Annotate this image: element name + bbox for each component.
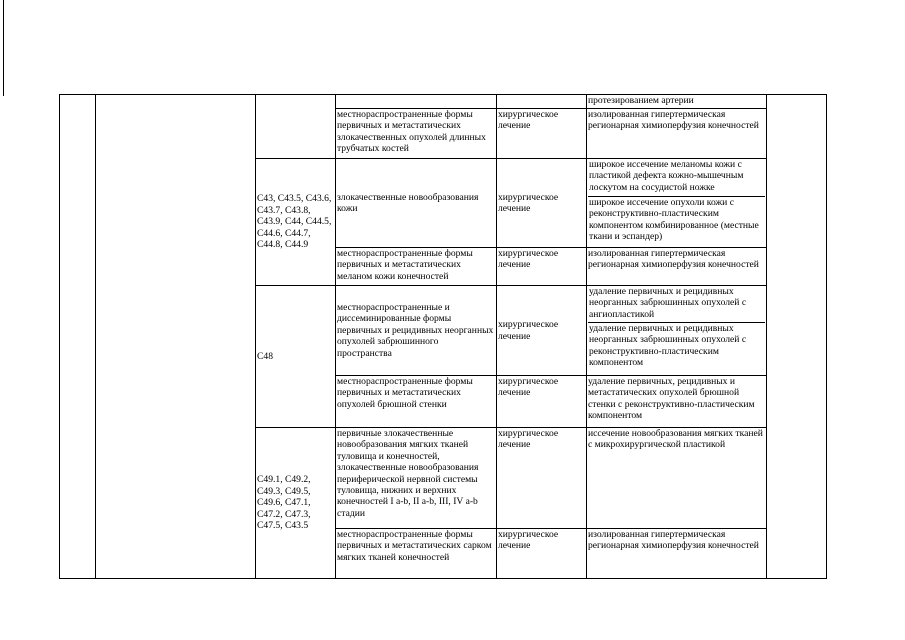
model-cell: местнораспространенные формы первичных и метастатических опухолей брюшной стенки <box>336 376 497 428</box>
method-option: широкое иссечение меланомы кожи с пластикой дефекта кожно-мышечным лоскутом на сосудистой ножке <box>588 159 765 197</box>
method-cell: иссечение новообразования мягких тканей с микрохирургической пластикой <box>587 428 767 529</box>
treatment-cell: хирургическое лечение <box>497 109 587 159</box>
scan-edge-line <box>3 0 4 96</box>
model-cell: местнораспространенные и диссеминированные формы первичных и рецидивных неорганных опухолей забрюшинного пространства <box>336 286 497 376</box>
method-cell <box>587 286 767 376</box>
codes-cell: C49.1, C49.2, C49.3, C49.5, C49.6, C47.1, C47.2, C47.3, C47.5, C43.5 <box>256 428 336 579</box>
method-cell: изолированная гипертермическая регионарная химиоперфузия конечностей <box>587 529 767 579</box>
model-cell: местнораспространенные формы первичных и метастатических злокачественных опухолей длинных трубчатых костей <box>336 109 497 159</box>
codes-cell: C48 <box>256 286 336 428</box>
treatment-cell: хирургическое лечение <box>497 376 587 428</box>
method-cell: изолированная гипертермическая регионарная химиоперфузия конечностей <box>587 109 767 159</box>
group-name-cell <box>96 95 256 579</box>
method-cell: протезированием артерии <box>587 95 767 109</box>
method-cell: удаление первичных, рецидивных и метастатических опухолей брюшной стенки с реконструктивно-пластическим компонентом <box>587 376 767 428</box>
treatment-cell: хирургическое лечение <box>497 159 587 248</box>
treatment-cell: хирургическое лечение <box>497 428 587 529</box>
treatment-cell: хирургическое лечение <box>497 248 587 286</box>
codes-cell <box>256 95 336 159</box>
model-cell: злокачественные новообразования кожи <box>336 159 497 248</box>
treatment-cell: хирургическое лечение <box>497 286 587 376</box>
method-cell: изолированная гипертермическая регионарная химиоперфузия конечностей <box>587 248 767 286</box>
method-option: широкое иссечение опухоли кожи с реконструктивно-пластическим компонентом комбинированное (местные ткани и эспандер) <box>589 197 759 243</box>
model-cell: первичные злокачественные новообразования мягких тканей туловища и конечностей, злокачественные новообразования периферической нервной системы туловища, нижних и верхних конечностей I a-b, II a-b, III, IV a-b стадии <box>336 428 497 529</box>
method-option: удаление первичных и рецидивных неорганных забрюшинных опухолей с ангиопластикой <box>588 286 765 323</box>
method-cell <box>587 159 767 248</box>
treatment-cell: хирургическое лечение <box>497 529 587 579</box>
norm-cell <box>767 95 827 579</box>
treatment-table <box>59 94 827 579</box>
model-cell <box>336 95 497 109</box>
treatment-cell <box>497 95 587 109</box>
codes-cell: C43, C43.5, C43.6, C43.7, C43.8, C43.9, C44, C44.5, C44.6, C44.7, C44.8, C44.9 <box>256 159 336 286</box>
model-cell: местнораспространенные формы первичных и метастатических меланом кожи конечностей <box>336 248 497 286</box>
index-cell <box>60 95 96 579</box>
method-option: удаление первичных и рецидивных неорганных забрюшинных опухолей с реконструктивно-пластическим компонентом <box>589 323 747 369</box>
table-row <box>60 95 827 109</box>
model-cell: местнораспространенные формы первичных и метастатических сарком мягких тканей конечностей <box>336 529 497 579</box>
